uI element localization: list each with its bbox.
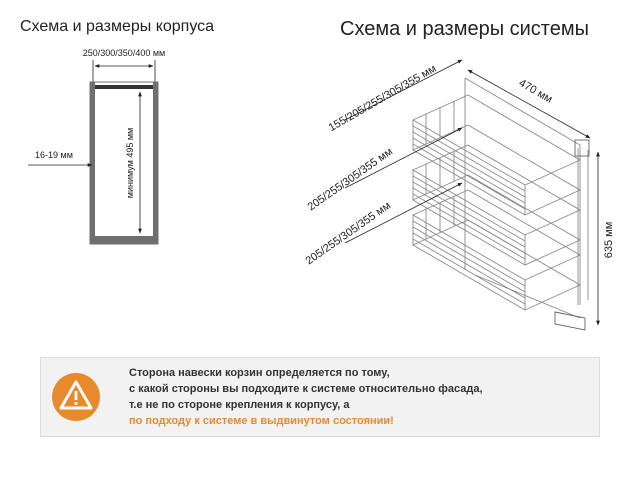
top-basket-label: 155/205/255/305/355 мм bbox=[326, 62, 439, 135]
basket-system-drawing bbox=[413, 78, 589, 330]
cabinet-top-rail bbox=[95, 85, 153, 89]
cabinet-right-side bbox=[153, 82, 158, 244]
basket-height-callouts bbox=[304, 60, 462, 267]
bottom-basket-label: 205/255/305/355 мм bbox=[303, 199, 393, 268]
system-scheme-title: Схема и размеры системы bbox=[340, 18, 589, 40]
cabinet-scheme-title: Схема и размеры корпуса bbox=[20, 18, 215, 35]
notice-text bbox=[129, 365, 594, 429]
warning-icon bbox=[51, 372, 101, 422]
cabinet-drawing bbox=[28, 48, 165, 244]
basket-middle bbox=[413, 145, 580, 265]
mounting-notice bbox=[40, 357, 600, 437]
cabinet-bottom bbox=[90, 236, 158, 244]
side-thickness-label: 16-19 мм bbox=[35, 150, 73, 160]
notice-line-1: Сторона навески корзин определяется по тому, bbox=[129, 367, 390, 379]
min-height-label: минимум 495 мм bbox=[125, 127, 135, 199]
notice-line-4-highlight: по подходу к системе в выдвинутом состоянии! bbox=[129, 415, 394, 427]
notice-line-2: с какой стороны вы подходите к системе относительно фасада, bbox=[129, 383, 483, 395]
basket-bottom bbox=[413, 190, 580, 310]
height-dimension bbox=[598, 152, 615, 325]
notice-line-3: т.е не по стороне крепления к корпусу, а bbox=[129, 399, 350, 411]
depth-label: 470 мм bbox=[516, 77, 555, 106]
middle-basket-label: 205/255/305/355 мм bbox=[305, 145, 395, 214]
depth-dimension bbox=[468, 70, 590, 138]
height-label: 635 мм bbox=[603, 221, 615, 259]
cabinet-left-side bbox=[90, 82, 95, 244]
cabinet-width-label: 250/300/350/400 мм bbox=[82, 48, 166, 58]
